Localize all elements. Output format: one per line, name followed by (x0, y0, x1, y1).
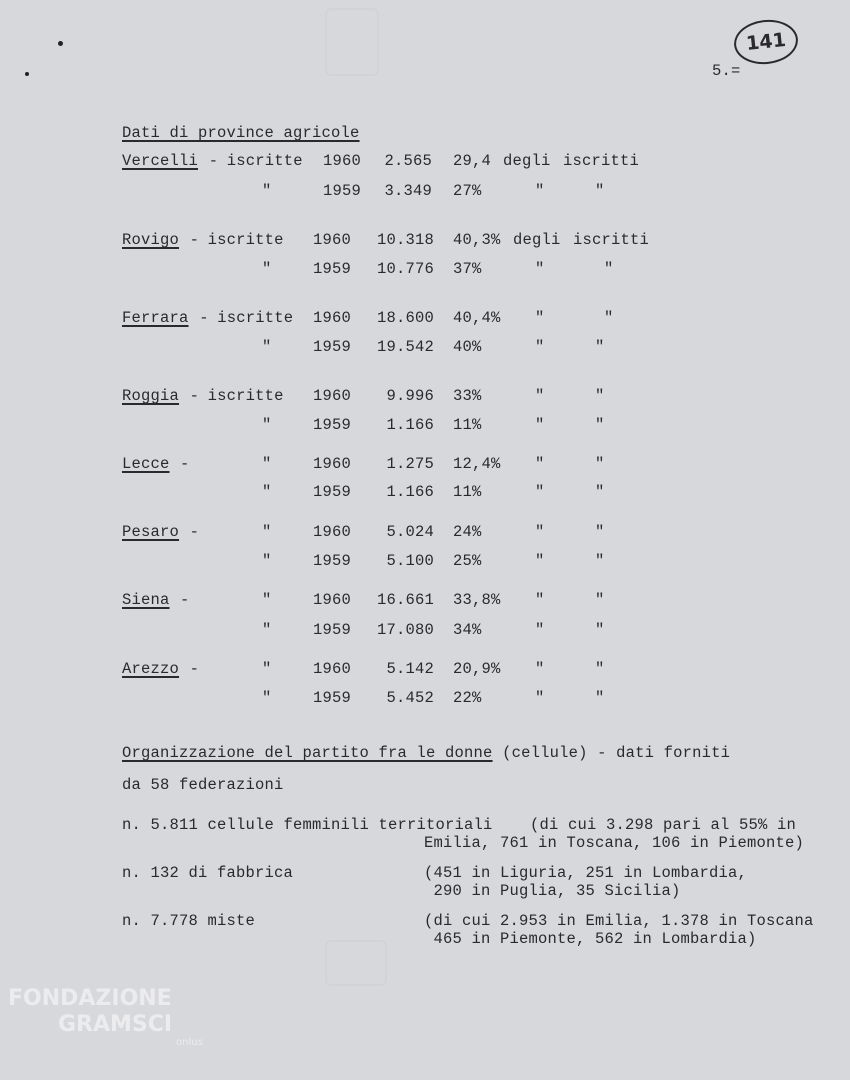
row-year: 1959 (313, 416, 352, 434)
row-ditto-1: " (535, 182, 545, 200)
row-ditto-1: degli (513, 231, 561, 249)
row-count: 2.565 (384, 152, 432, 170)
row-year: 1960 (313, 523, 352, 541)
row-count: 5.452 (386, 689, 434, 707)
row-percent: 22% (453, 689, 482, 707)
province-dash: - (189, 660, 200, 678)
row-percent: 27% (453, 182, 482, 200)
province-dash: - (180, 591, 190, 609)
row-label: " (262, 338, 272, 356)
row-label: " (262, 591, 272, 609)
row-percent: 40% (453, 338, 482, 356)
row-ditto-1: degli (503, 152, 551, 170)
row-label: " (262, 689, 272, 707)
row-ditto-1: " (535, 660, 545, 678)
watermark-line3: onlus (176, 1037, 203, 1048)
row-label: " (262, 455, 272, 473)
row-percent: 11% (453, 416, 482, 434)
row-label: " (262, 260, 272, 278)
row-year: 1960 (313, 309, 352, 327)
row-percent: 29,4 (453, 152, 492, 170)
row-year: 1959 (313, 483, 352, 501)
row-ditto-2: " (595, 552, 605, 570)
row-ditto-1: " (535, 455, 545, 473)
row-label: iscritte (217, 309, 294, 327)
row-ditto-2: " (595, 455, 605, 473)
row-label: " (262, 660, 272, 678)
row-percent: 24% (453, 523, 482, 541)
row-ditto-2: " (595, 483, 605, 501)
org-item-right1: (di cui 3.298 pari al 55% in (530, 816, 797, 834)
province-name: Pesaro (122, 523, 180, 541)
row-percent: 33,8% (453, 591, 501, 609)
row-ditto-2: " (595, 416, 605, 434)
row-label: iscritte (207, 231, 284, 249)
row-ditto-2: " (595, 621, 605, 639)
row-year: 1960 (313, 387, 352, 405)
page-marker: 5.= (712, 62, 741, 80)
province-name: Arezzo (122, 660, 180, 678)
row-label: " (262, 552, 272, 570)
org-item-left: n. 7.778 miste (122, 912, 256, 930)
row-percent: 40,3% (453, 231, 501, 249)
row-count: 5.100 (386, 552, 434, 570)
row-ditto-1: " (535, 621, 545, 639)
row-label: iscritte (207, 387, 284, 405)
row-label: " (262, 416, 272, 434)
province-name: Ferrara (122, 309, 189, 327)
row-percent: 33% (453, 387, 482, 405)
province-name: Vercelli (122, 152, 199, 170)
row-ditto-1: " (535, 689, 545, 707)
row-percent: 34% (453, 621, 482, 639)
org-item-right1: (di cui 2.953 in Emilia, 1.378 in Toscana (424, 912, 814, 930)
row-ditto-1: " (535, 338, 545, 356)
row-ditto-1: " (535, 260, 545, 278)
watermark-line1: FONDAZIONE (8, 986, 172, 1011)
row-percent: 20,9% (453, 660, 501, 678)
org-item-left: n. 5.811 cellule femminili territoriali (122, 816, 493, 834)
org-item-left: n. 132 di fabbrica (122, 864, 294, 882)
row-ditto-2: " (595, 660, 605, 678)
row-count: 1.166 (386, 483, 434, 501)
row-year: 1959 (323, 182, 362, 200)
province-name: Rovigo (122, 231, 180, 249)
handwritten-page-number (732, 17, 800, 67)
province-name: Siena (122, 591, 170, 609)
row-ditto-1: " (535, 552, 545, 570)
watermark-line2: GRAMSCI (58, 1012, 173, 1037)
row-year: 1959 (313, 260, 352, 278)
row-label: " (262, 621, 272, 639)
row-count: 9.996 (386, 387, 434, 405)
row-percent: 37% (453, 260, 482, 278)
province-dash: - (199, 309, 209, 327)
ink-dot (58, 41, 63, 46)
org-heading-line2: da 58 federazioni (122, 776, 284, 794)
row-year: 1960 (313, 231, 352, 249)
row-label: iscritte (226, 152, 303, 170)
row-ditto-2: iscritti (563, 152, 640, 170)
row-count: 17.080 (376, 621, 434, 639)
org-heading-rest: (cellule) - dati forniti (492, 744, 731, 762)
row-ditto-1: " (535, 416, 545, 434)
row-year: 1960 (323, 152, 362, 170)
province-dash: - (208, 152, 219, 170)
row-ditto-2: iscritti (573, 231, 650, 249)
row-ditto-2: " (595, 523, 605, 541)
row-percent: 11% (453, 483, 482, 501)
row-count: 18.600 (376, 309, 434, 327)
row-count: 5.142 (386, 660, 434, 678)
province-name: Roggia (122, 387, 180, 405)
row-ditto-2: " (595, 591, 605, 609)
org-item-right2: 465 in Piemonte, 562 in Lombardia) (424, 930, 757, 948)
row-ditto-2: " (595, 182, 605, 200)
row-count: 5.024 (386, 523, 434, 541)
province-dash: - (180, 455, 190, 473)
row-ditto-1: " (535, 483, 545, 501)
row-year: 1960 (313, 591, 352, 609)
province-dash: - (189, 231, 200, 249)
row-count: 10.318 (376, 231, 434, 249)
org-item-right1: (451 in Liguria, 251 in Lombardia, (424, 864, 748, 882)
province-name: Lecce (122, 455, 170, 473)
row-percent: 12,4% (453, 455, 501, 473)
row-ditto-1: " (535, 309, 545, 327)
row-percent: 25% (453, 552, 482, 570)
province-dash: - (189, 387, 200, 405)
row-year: 1960 (313, 455, 352, 473)
page-number-text: 141 (745, 28, 787, 56)
row-ditto-2: " (595, 689, 605, 707)
row-ditto-1: " (535, 387, 545, 405)
row-count: 19.542 (376, 338, 434, 356)
row-year: 1959 (313, 338, 352, 356)
row-ditto-2: " (595, 338, 605, 356)
row-ditto-1: " (535, 591, 545, 609)
row-count: 1.166 (386, 416, 434, 434)
org-item-right2: 290 in Puglia, 35 Sicilia) (424, 882, 681, 900)
row-ditto-1: " (535, 523, 545, 541)
section-title: Dati di province agricole (122, 124, 360, 142)
row-year: 1959 (313, 552, 352, 570)
row-ditto-2: " (604, 260, 614, 278)
province-dash: - (189, 523, 200, 541)
org-item-right2: Emilia, 761 in Toscana, 106 in Piemonte) (424, 834, 805, 852)
ink-dot (25, 72, 29, 76)
faint-stamp-top (325, 8, 379, 76)
fondazione-gramsci-watermark (8, 986, 203, 1048)
row-year: 1960 (313, 660, 352, 678)
row-year: 1959 (313, 621, 352, 639)
row-percent: 40,4% (453, 309, 501, 327)
row-label: " (262, 523, 272, 541)
faint-stamp-bottom (325, 940, 387, 986)
row-count: 1.275 (386, 455, 434, 473)
row-year: 1959 (313, 689, 352, 707)
row-label: " (262, 483, 272, 501)
row-label: " (262, 182, 272, 200)
row-count: 16.661 (376, 591, 434, 609)
row-ditto-2: " (595, 387, 605, 405)
row-count: 3.349 (384, 182, 432, 200)
row-count: 10.776 (376, 260, 434, 278)
row-ditto-2: " (604, 309, 614, 327)
org-heading-underlined: Organizzazione del partito fra le donne (122, 744, 493, 762)
org-heading (122, 744, 730, 762)
